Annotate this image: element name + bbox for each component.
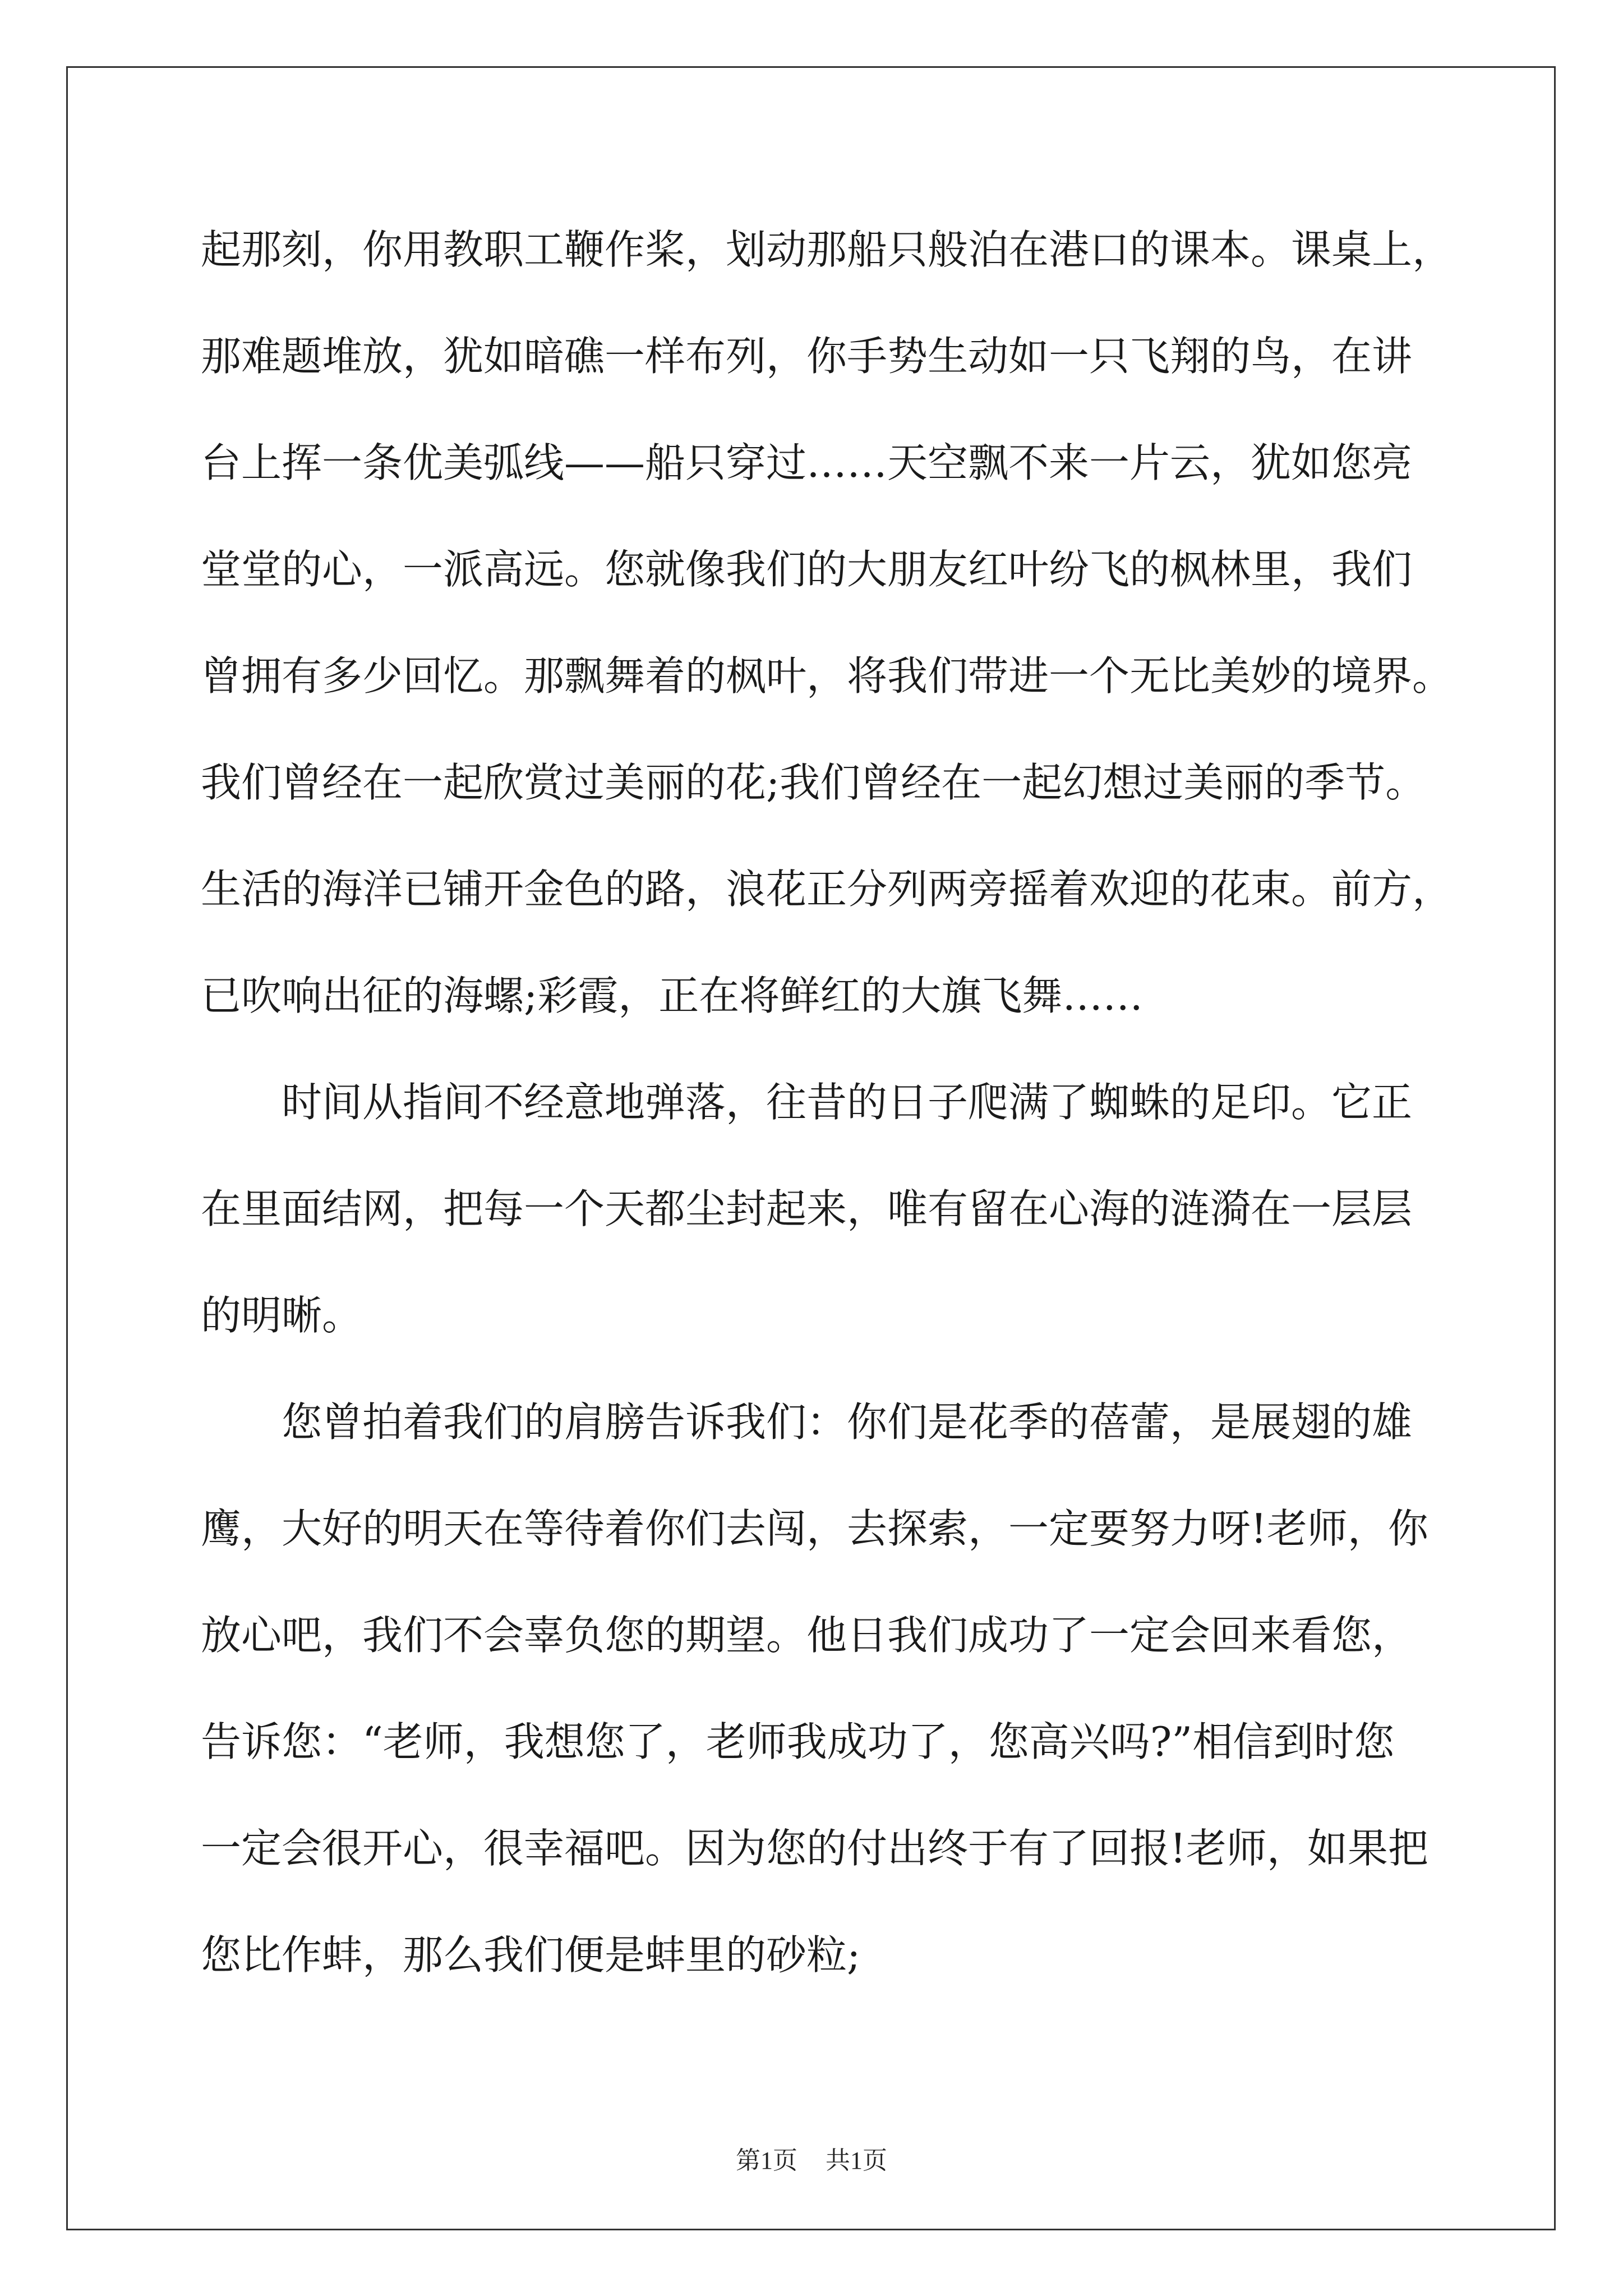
text-line: 生活的海洋已铺开金色的路，浪花正分列两旁摇着欢迎的花束。前方， <box>201 866 1453 913</box>
text-line: 起那刻，你用教职工鞭作桨，划动那船只般泊在港口的课本。课桌上， <box>201 226 1453 273</box>
text-line: 您比作蚌，那么我们便是蚌里的砂粒; <box>201 1931 861 1978</box>
text-line: 您曾拍着我们的肩膀告诉我们：你们是花季的蓓蕾，是展翅的雄 <box>282 1398 1413 1446</box>
text-line: 告诉您：“老师，我想您了，老师我成功了，您高兴吗?”相信到时您 <box>201 1718 1395 1765</box>
text-line: 堂堂的心，一派高远。您就像我们的大朋友红叶纷飞的枫林里，我们 <box>201 546 1413 593</box>
text-line: 那难题堆放，犹如暗礁一样布列，你手势生动如一只飞翔的鸟，在讲 <box>201 333 1413 380</box>
text-line: 时间从指间不经意地弹落，往昔的日子爬满了蜘蛛的足印。它正 <box>282 1079 1413 1126</box>
text-line: 我们曾经在一起欣赏过美丽的花;我们曾经在一起幻想过美丽的季节。 <box>201 759 1426 806</box>
text-line: 已吹响出征的海螺;彩霞，正在将鲜红的大旗飞舞…… <box>201 972 1144 1019</box>
text-line: 的明晰。 <box>201 1292 363 1339</box>
page-number: 第1页 <box>736 2147 797 2174</box>
paragraph-3 <box>201 1369 1429 2008</box>
text-line: 曾拥有多少回忆。那飘舞着的枫叶，将我们带进一个无比美妙的境界。 <box>201 652 1453 700</box>
document-body <box>201 196 1453 2008</box>
page-total: 共1页 <box>826 2147 887 2174</box>
page-footer <box>0 2140 1623 2176</box>
paragraph-1 <box>201 196 1453 1049</box>
text-line: 一定会很开心，很幸福吧。因为您的付出终于有了回报!老师，如果把 <box>201 1825 1428 1872</box>
paragraph-2 <box>201 1049 1429 1369</box>
text-line: 放心吧，我们不会辜负您的期望。他日我们成功了一定会回来看您， <box>201 1612 1413 1659</box>
text-line: 在里面结网，把每一个天都尘封起来，唯有留在心海的涟漪在一层层 <box>201 1185 1413 1232</box>
text-line: 台上挥一条优美弧线——船只穿过……天空飘不来一片云，犹如您亮 <box>201 439 1413 486</box>
text-line: 鹰，大好的明天在等待着你们去闯，去探索，一定要努力呀!老师，你 <box>201 1505 1428 1552</box>
